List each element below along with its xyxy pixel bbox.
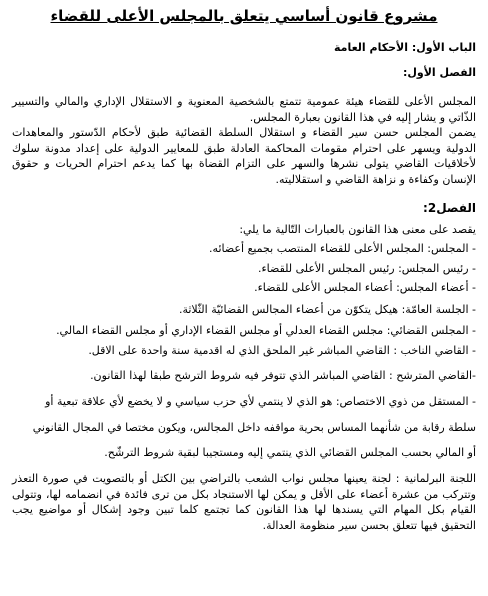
section-1-paragraph-2: يضمن المجلس حسن سير القضاء و استقلال السلطة القضائية طبق لأحكام الدّستور والمعاهدات الدولية ويسهر على احترام مقومات المحاكمة العادلة طبق للمعايير الدولية على إعداد مدونة سلوك لأخلاقيات القاضي يتولى نشرها والسهر على التزام القضاة بها كما يدعم احترام الحريات و حقوق الإنسان وكفاءة و نزاهة القاضي و استقلاليته.: [12, 126, 476, 186]
definition-continuation-1: سلطة رقابة من شأنهما المساس بحرية مواقفه داخل المجالس، ويكون مختصا في المجال القانوني: [32, 421, 476, 434]
document-title: مشروع قانون أساسي يتعلق بالمجلس الأعلى للقضاء: [50, 7, 438, 25]
definition-item: -القاضي المترشح : القاضي المباشر الذي تتوفر فيه شروط الترشح طبقا لهذا القانون.: [90, 369, 476, 382]
section-2-heading: الفصل2:: [423, 201, 476, 215]
section-1-paragraph-1: المجلس الأعلى للقضاء هيئة عمومية تتمتع بالشخصية المعنوية و الاستقلال الإداري والمالي والتسيير الذّاتي و يشار إليه في هذا القانون بعبارة المجلس.: [12, 95, 476, 124]
definition-item: - الجلسة العامّة: هيكل يتكوّن من أعضاء المجالس القضائيّة الثّلاثة.: [178, 302, 476, 316]
definition-item: - القاضي الناخب : القاضي المباشر غير الملحق الذي له اقدمية سنة واحدة على الاقل.: [88, 343, 476, 357]
section-2-intro: يقصد على معنى هذا القانون بالعبارات التّالية ما يلي:: [239, 223, 476, 236]
definition-item: - أعضاء المجلس: أعضاء المجلس الأعلى للقضاء.: [254, 281, 476, 294]
definition-item: - المستقل من ذوي الاختصاص: هو الذي لا ينتمي لأي حزب سياسي و لا يخضع لأي علاقة تبعية أو: [45, 394, 476, 408]
definition-item: - المجلس القضائي: مجلس القضاء العدلي أو مجلس القضاء الإداري أو مجلس القضاء المالي.: [56, 324, 476, 337]
definition-continuation-2: أو المالي بحسب المجلس القضائي الذي ينتمي إليه ومستجيبا لبقية شروط الترشّح.: [104, 446, 476, 459]
section-1-heading: الفصل الأول:: [402, 66, 476, 79]
definitions-list: [12, 239, 476, 411]
parliamentary-committee-paragraph: اللجنة البرلمانية : لجنة يعينها مجلس نواب الشعب بالتراضي بين الكتل أو بالتصويت في صورة التعذر وتتركب من عشرة أعضاء على الأقل و يمكن لها الاستنجاد بكل من ترى فائدة في انضمامه لها، وتتولى القيام بكل المهام التي يسندها لها هذا القانون كما تجتمع كلما تبين وجود إشكال أو مواضيع يجب التحقيق فيها تتعلق بحسن سير منظومة العدالة.: [12, 472, 476, 532]
definition-item: - المجلس: المجلس الأعلى للقضاء المنتصب بجميع أعضائه.: [209, 242, 476, 255]
chapter-heading: الباب الأول: الأحكام العامة: [333, 41, 476, 54]
definition-item: - رئيس المجلس: رئيس المجلس الأعلى للقضاء.: [258, 261, 476, 275]
